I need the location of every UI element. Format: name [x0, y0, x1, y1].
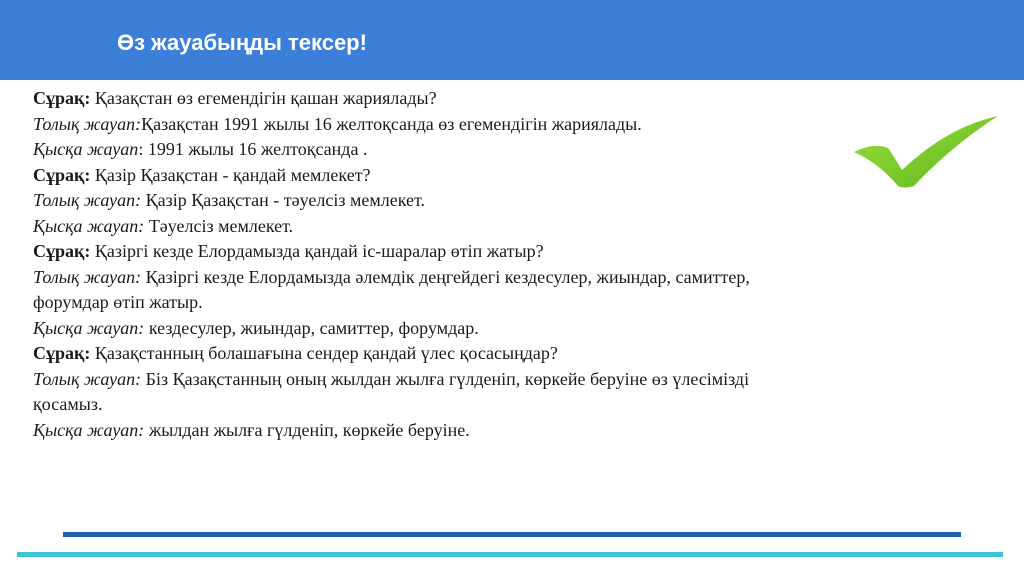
question-label: Сұрақ:	[33, 241, 91, 261]
question-line	[33, 239, 903, 265]
question-line	[33, 341, 903, 367]
short-answer-label: Қысқа жауап:	[33, 215, 145, 236]
short-answer-line	[33, 214, 903, 240]
short-answer-label: Қысқа жауап:	[33, 419, 145, 440]
short-answer-text: кездесулер, жиындар, самиттер, форумдар.	[144, 317, 479, 338]
checkmark-icon	[852, 112, 1000, 190]
question-label: Сұрақ:	[33, 343, 91, 363]
question-line	[33, 86, 903, 112]
question-line	[33, 163, 903, 189]
full-answer-text: Қазіргі кезде Елордамызда әлемдік деңгейдегі кездесулер, жиындар, самиттер,	[141, 266, 750, 287]
short-answer-label: Қысқа жауап	[33, 139, 139, 159]
question-label: Сұрақ:	[33, 88, 91, 108]
short-answer-line	[33, 418, 903, 444]
full-answer-line	[33, 265, 903, 291]
short-answer-line	[33, 316, 903, 342]
full-answer-label: Толық жауап:	[33, 113, 142, 134]
question-label: Сұрақ:	[33, 164, 91, 185]
full-answer-text: Қазақстан 1991 жылы 16 желтоқсанда өз егемендігін жариялады.	[141, 113, 642, 134]
full-answer-label: Толық жауап:	[33, 266, 142, 287]
question-text: Қазіргі кезде Елордамызда қандай іс-шаралар өтіп жатыр?	[90, 241, 544, 261]
full-answer-line	[33, 367, 903, 393]
question-text: Қазір Қазақстан - қандай мемлекет?	[90, 164, 371, 185]
header-bar	[0, 0, 1024, 80]
full-answer-line	[33, 112, 903, 138]
divider-line-light	[17, 552, 1003, 557]
question-text: Қазақстанның болашағына сендер қандай үлес қосасыңдар?	[90, 343, 558, 363]
full-answer-text: Біз Қазақстанның оның жылдан жылға гүлденіп, көркейе беруіне өз үлесімізді	[141, 368, 750, 389]
full-answer-line	[33, 188, 903, 214]
page-title: Өз жауабыңды тексер!	[117, 30, 367, 55]
full-answer-label: Толық жауап:	[33, 368, 142, 389]
full-answer-continuation: қосамыз.	[33, 394, 103, 414]
full-answer-label: Толық жауап:	[33, 190, 142, 210]
short-answer-line	[33, 137, 903, 163]
short-answer-label: Қысқа жауап:	[33, 317, 145, 338]
full-answer-continuation: форумдар өтіп жатыр.	[33, 292, 203, 312]
short-answer-text: Тәуелсіз мемлекет.	[144, 215, 294, 236]
short-answer-text: : 1991 жылы 16 желтоқсанда .	[138, 139, 368, 159]
full-answer-text: Қазір Қазақстан - тәуелсіз мемлекет.	[141, 190, 425, 210]
divider-line-dark	[63, 532, 961, 537]
short-answer-text: жылдан жылға гүлденіп, көркейе беруіне.	[144, 419, 470, 440]
question-text: Қазақстан өз егемендігін қашан жариялады?	[90, 88, 437, 108]
qa-content	[33, 86, 903, 443]
